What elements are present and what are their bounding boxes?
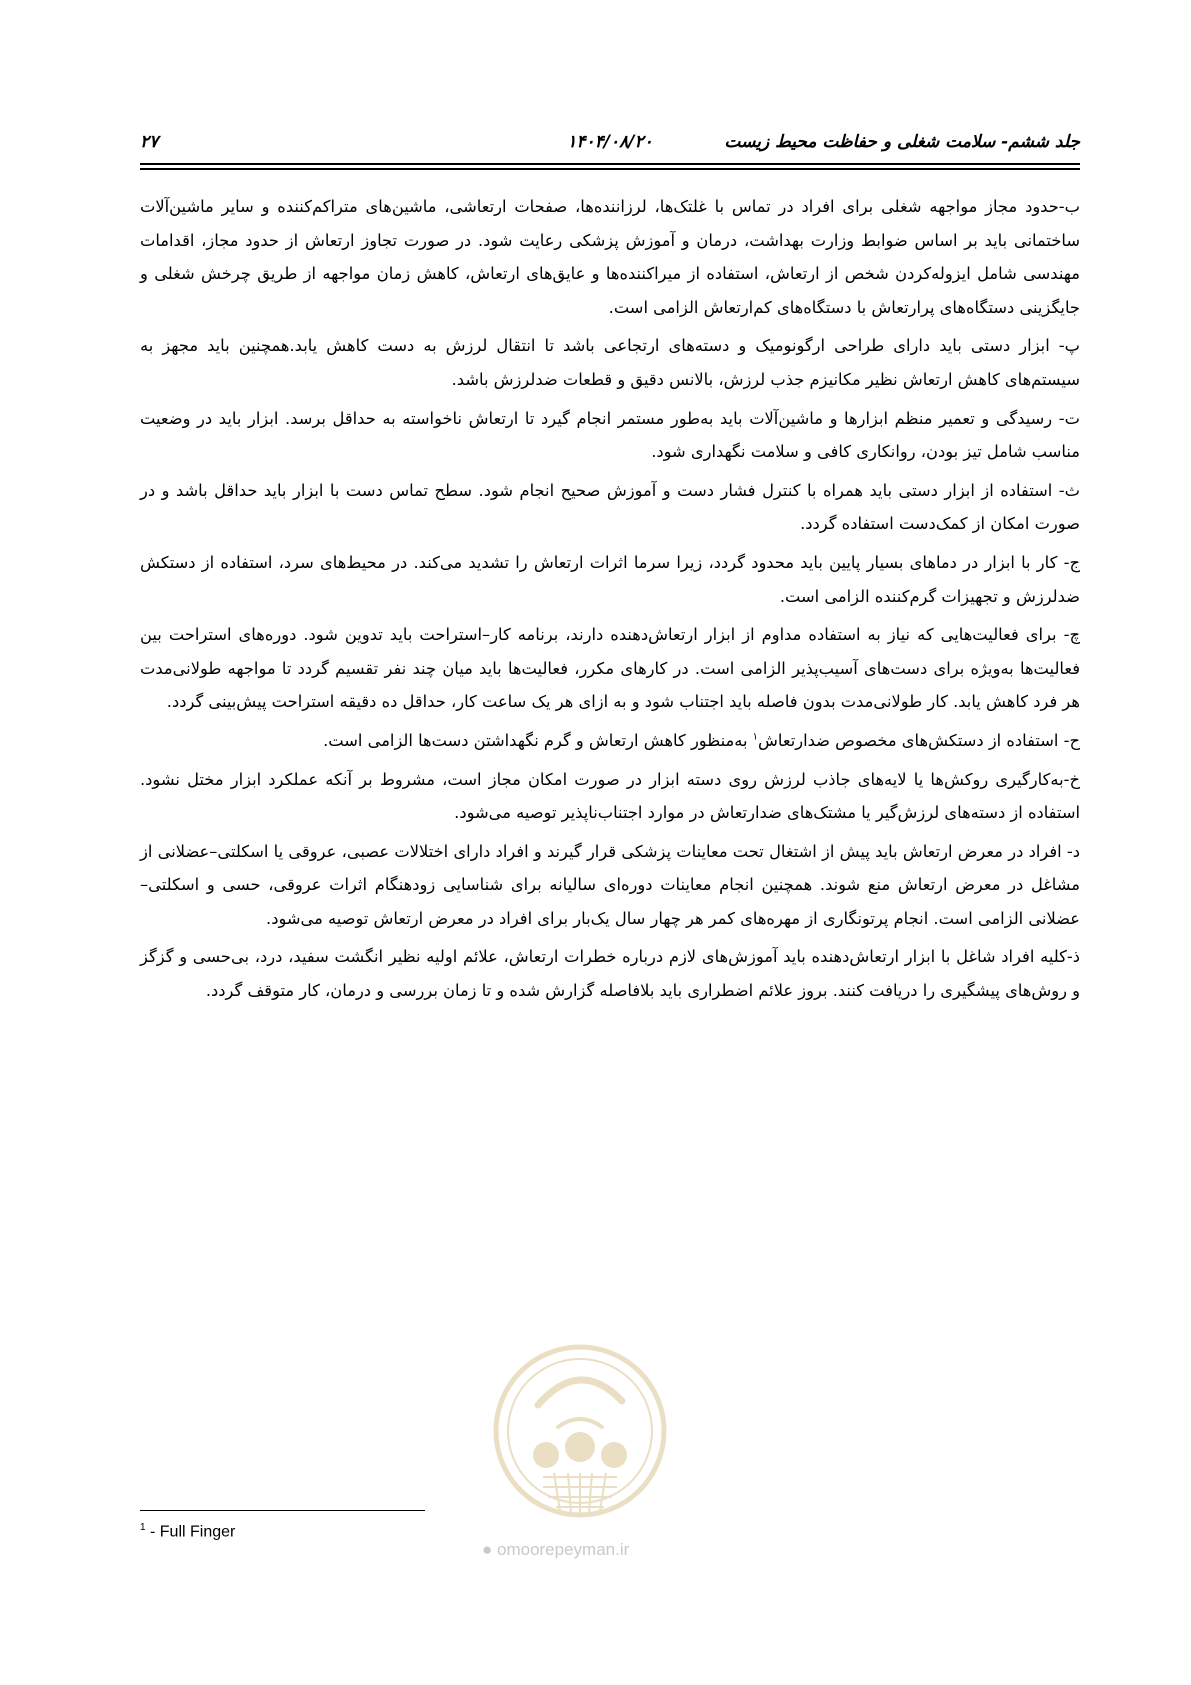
header-rule-thin <box>140 168 1080 170</box>
footnote-mark: 1 <box>140 1522 146 1533</box>
paragraph-th: ث- استفاده از ابزار دستی باید همراه با کنترل فشار دست و آموزش صحیح انجام شود. سطح تماس دست با ابزار باید حداقل باشد و در صورت امکان از کمک‌دست استفاده گردد. <box>140 480 1080 534</box>
paragraph-h-text-end: به‌منظور کاهش ارتعاش و گرم نگهداشتن دست‌ها الزامی است. <box>323 730 753 750</box>
watermark-logo <box>488 1335 673 1535</box>
paragraph-b: ب-حدود مجاز مواجهه شغلی برای افراد در تماس با غلتک‌ها، لرزاننده‌ها، صفحات ارتعاشی، ماشین‌های متراکم‌کننده و سایر ماشین‌آلات ساختمانی باید بر اساس ضوابط وزارت بهداشت، درمان و آموزش پزشکی رعایت شود. در صورت تجاوز ارتعاش از حدود مجاز، اقدامات مهندسی شامل ایزوله‌کردن شخص از ارتعاش، استفاده از میراکننده‌ها و عایق‌های ارتعاش، کاهش زمان مواجهه از طریق چرخش شغلی و جایگزینی دستگاه‌های پرارتعاش با دستگاه‌های کم‌ارتعاش الزامی است. <box>140 197 1080 317</box>
paragraph-ch: چ- برای فعالیت‌هایی که نیاز به استفاده مداوم از ابزار ارتعاش‌دهنده دارند، برنامه کار–استراحت باید تدوین شود. دوره‌های استراحت بین فعالیت‌ها به‌ویژه برای دست‌های آسیب‌پذیر الزامی است. در کارهای مکرر، فعالیت‌ها باید میان چند نفر تقسیم گردد تا مواجهه طولانی‌مدت هر فرد کاهش یابد. کار طولانی‌مدت بدون فاصله باید اجتناب شود و به ازای هر یک ساعت کار، حداقل ده دقیقه استراحت پیش‌بینی گردد. <box>140 625 1080 712</box>
paragraph-h-text-start: ح- استفاده از دستکش‌های مخصوص ضدارتعاش <box>758 730 1080 750</box>
paragraph-kh: خ-به‌کارگیری روکش‌ها یا لایه‌های جاذب لرزش روی دسته ابزار در صورت امکان مجاز است، مشروط بر آنکه عملکرد ابزار مختل نشود. استفاده از دسته‌های لرزش‌گیر یا مشتک‌های ضدارتعاش در موارد اجتناب‌ناپذیر توصیه می‌شود. <box>140 769 1080 823</box>
watermark-url-text: omoorepeyman.ir <box>497 1540 630 1559</box>
body-text <box>140 190 1080 1013</box>
page-number: ۲۷ <box>140 132 159 152</box>
paragraph-j: ج- کار با ابزار در دماهای بسیار پایین باید محدود گردد، زیرا سرما اثرات ارتعاش را تشدید می‌کند. در محیط‌های سرد، استفاده از دستکش ضدلرزش و تجهیزات گرم‌کننده الزامی است. <box>140 552 1080 606</box>
header-title: جلد ششم- سلامت شغلی و حفاظت محیط زیست <box>724 132 1080 152</box>
footnote-reference[interactable]: ۱ <box>752 731 759 743</box>
paragraph-t: ت- رسیدگی و تعمیر منظم ابزارها و ماشین‌آلات باید به‌طور مستمر انجام گیرد تا ارتعاش ناخواسته به حداقل برسد. ابزار باید در وضعیت مناسب شامل تیز بودن، روانکاری کافی و سلامت نگهداری شود. <box>140 408 1080 462</box>
watermark-url: ● omoorepeyman.ir <box>482 1540 630 1559</box>
footnote-text: - Full Finger <box>145 1523 236 1541</box>
paragraph-d: د- افراد در معرض ارتعاش باید پیش از اشتغال تحت معاینات پزشکی قرار گیرند و افراد دارای اختلالات عصبی، عروقی یا اسکلتی–عضلانی از مشاغل در معرض ارتعاش منع شوند. همچنین انجام معاینات دوره‌ای سالیانه برای شناسایی زودهنگام اثرات عروقی، حسی و اسکلتی–عضلانی الزامی است. انجام پرتونگاری از مهره‌های کمر هر چهار سال یک‌بار برای افراد در معرض ارتعاش توصیه می‌شود. <box>140 841 1080 928</box>
footnote <box>140 1522 235 1541</box>
running-header <box>140 128 1080 162</box>
paragraph-z: ذ-کلیه افراد شاغل با ابزار ارتعاش‌دهنده باید آموزش‌های لازم درباره خطرات ارتعاش، علائم اولیه نظیر انگشت سفید، درد، بی‌حسی و گزگز و روش‌های پیشگیری را دریافت کنند. بروز علائم اضطراری باید بلافاصله گزارش شده و تا زمان بررسی و درمان، کار متوقف گردد. <box>140 947 1080 1001</box>
footnote-separator <box>140 1510 425 1511</box>
paragraph-h <box>140 724 1080 758</box>
header-rule-thick <box>140 163 1080 165</box>
header-date: ۱۴۰۴/۰۸/۲۰ <box>567 132 653 152</box>
paragraph-p: پ- ابزار دستی باید دارای طراحی ارگونومیک و دسته‌های ارتجاعی باشد تا انتقال لرزش به دست کاهش یابد.همچنین باید مجهز به سیستم‌های کاهش ارتعاش نظیر مکانیزم جذب لرزش، بالانس دقیق و قطعات ضدلرزش باشد. <box>140 336 1080 389</box>
